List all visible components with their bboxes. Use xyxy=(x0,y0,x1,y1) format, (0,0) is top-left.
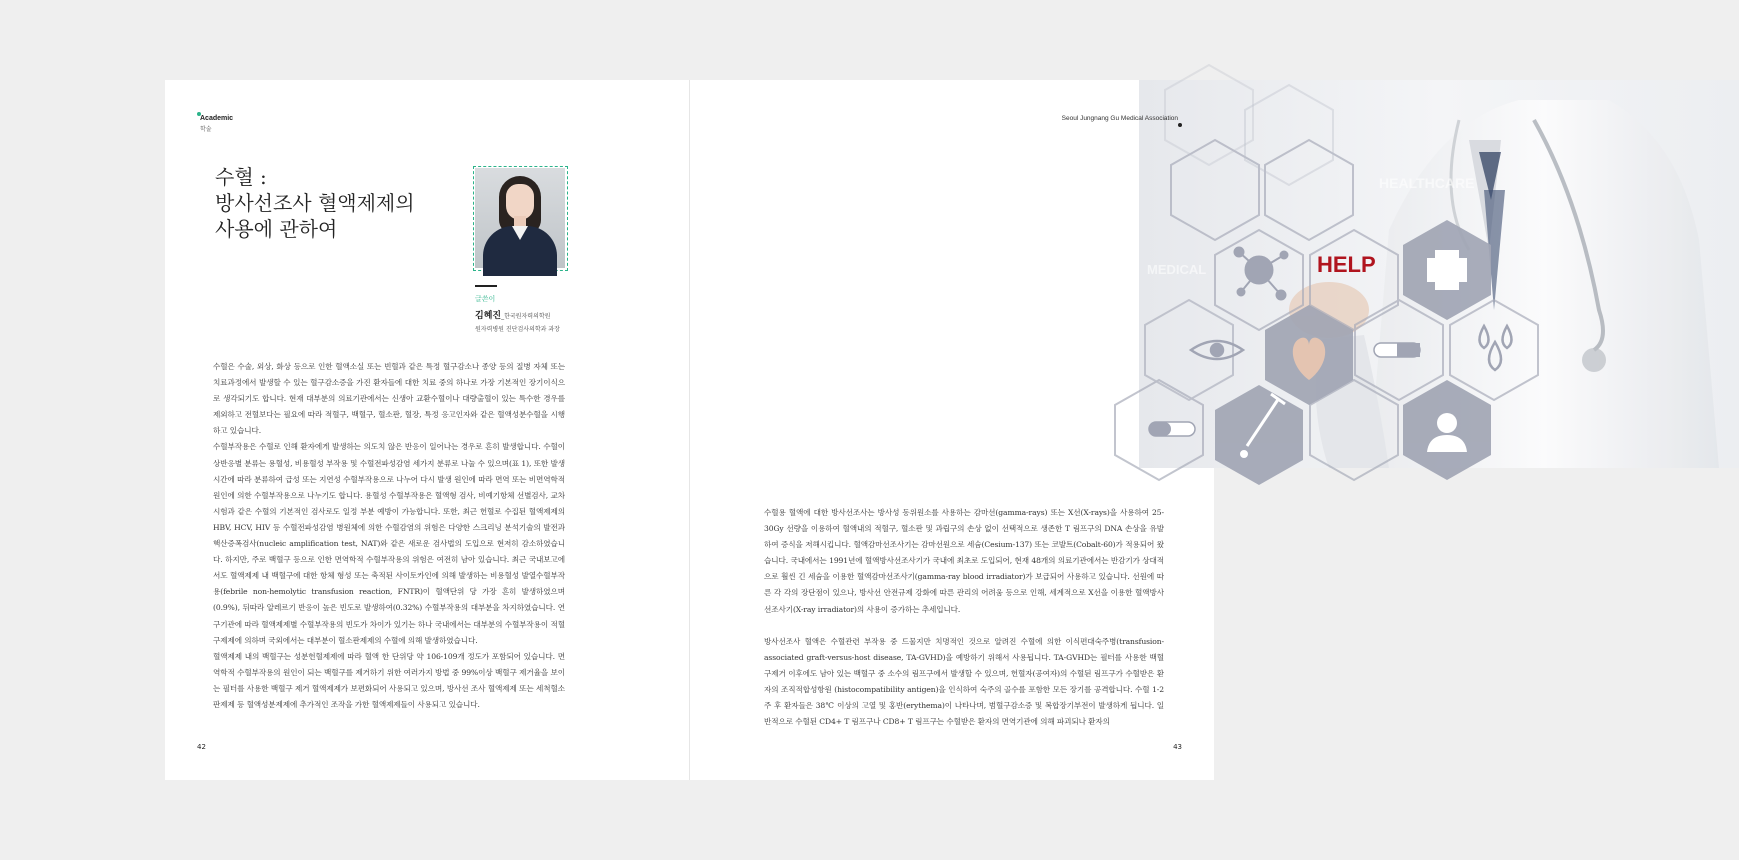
title-line: 수혈 : xyxy=(215,165,267,189)
section-label-korean: 학술 xyxy=(200,126,212,133)
author-name: 김혜진 xyxy=(475,311,502,321)
author-photo xyxy=(475,168,565,268)
title-line: 방사선조사 혈액제제의 xyxy=(215,191,415,215)
help-text: HELP xyxy=(1317,252,1376,277)
author-affiliation: _한국원자력의학원 xyxy=(501,313,551,320)
pill-icon xyxy=(1374,343,1420,357)
body-paragraph: 수혈용 혈액에 대한 방사선조사는 방사성 동위원소를 사용하는 감마선(gamma-rays) 또는 X선(X-rays)을 사용하여 25-30Gy 선량을 이용하여 혈액내의 적혈구, 혈소판 및 과립구의 손상 없이 선택적으로 생존한 T 림프구의 DNA 손상을 유발하여 증식을 저해시킵니다. 혈액감마선조사기는 감마선원으로 세슘(Cesium-137) 또는 코발트(Cobalt-60)가 적용되어 왔습니다. 국내에서는 1991년에 혈액방사선조사기가 국내에 최초로 도입되어, 현재 48개의 의료기관에서는 반감기가 상대적으로 훨씬 긴 세슘을 이용한 혈액감마선조사기(gamma-ray blood irradiator)가 보급되어 사용하고 있습니다. 선원에 따른 각 각의 장단점이 있으나, 방사선 안전규제 강화에 따른 관리의 어려움 등으로 인해, 세계적으로 X선을 이용한 혈액방사선조사기(X-ray irradiator)의 사용이 증가하는 추세입니다. xyxy=(764,508,1164,614)
article-body-left xyxy=(213,359,565,713)
author-label: 글쓴이 xyxy=(475,295,496,303)
article-title xyxy=(215,164,415,242)
left-page xyxy=(165,80,690,780)
title-line: 사용에 관하여 xyxy=(215,217,338,241)
healthcare-text: HEALTHCARE xyxy=(1379,175,1475,191)
page-number-left: 42 xyxy=(197,743,206,751)
body-paragraph: 방사선조사 혈액은 수혈관련 부작용 중 드물지만 치명적인 것으로 알려진 수혈에 의한 이식편대숙주병(transfusion-associated graft-versus-host disease, TA-GVHD)을 예방하기 위해서 사용됩니다. TA-GVHD는 필터를 사용한 백혈구제거 이후에도 남아 있는 백혈구 중 소수의 림프구에서 발생할 수 있으며, 헌혈자(공여자)의 수혈된 림프구가 수혈받은 환자의 조직적합성항원 (histocompatibility antigen)을 인식하여 숙주의 골수를 포함한 모든 장기를 공격합니다. 수혈 1-2주 후 환자들은 38℃ 이상의 고열 및 홍반(erythema)이 나타나며, 범혈구감소증 및 복합장기부전이 발생하게 됩니다. 일반적으로 수혈된 CD4+ T 림프구나 CD8+ T 림프구는 수혈받은 환자의 면역기관에 의해 파괴되나 환자의 xyxy=(764,636,1164,727)
medical-text: MEDICAL xyxy=(1147,262,1207,277)
hero-image xyxy=(1139,80,1739,468)
article-body-right xyxy=(764,505,1164,746)
body-paragraph: 수혈은 수술, 외상, 화상 등으로 인한 혈액소실 또는 빈혈과 같은 특정 혈구감소나 종양 등의 질병 자체 또는 치료과정에서 발생할 수 있는 혈구감소증을 가진 환자들에 대한 치료 중의 하나로 가장 기본적인 장기이식으로 생각되기도 합니다. 현재 대부분의 의료기관에서는 신생아 교환수혈이나 대량출혈이 있는 특수한 경우를 제외하고 전혈보다는 필요에 따라 적혈구, 백혈구, 혈소판, 혈장, 특정 응고인자와 같은 혈액성분수혈을 시행하고 있습니다. xyxy=(213,362,565,436)
page-number-right: 43 xyxy=(1173,743,1182,751)
body-paragraph: 수혈부작용은 수혈로 인해 환자에게 발생하는 의도치 않은 반응이 일어나는 경우로 흔히 발생합니다. 수혈이상반응별 분류는 용혈성, 비용혈성 부작용 및 수혈전파성감염 세가지 분류로 나눌 수 있으며(표 1), 또한 발생시간에 따라 분류하여 급성 또는 지연성 수혈부작용으로 나누어 다시 발생 원인에 따라 면역 또는 비면역학적 원인에 의한 수혈부작용으로 나누기도 합니다. 용혈성 수혈부작용은 혈액형 검사, 비예기항체 선별검사, 교차시험과 같은 수혈의 기본적인 검사로도 일정 부분 예방이 가능합니다. 또한, 최근 헌혈로 수집된 혈액제제의 HBV, HCV, HIV 등 수혈전파성감염 병원체에 의한 수혈감염의 위험은 다양한 스크리닝 분석기술의 발전과 핵산증폭검사(nucleic amplification test, NAT)와 같은 새로운 검사법의 도입으로 현저히 감소하였습니다. 하지만, 주로 백혈구 등으로 인한 면역학적 수혈부작용의 위험은 여전히 남아 있습니다. 최근 국내보고에서도 혈액제제 내 백혈구에 대한 항체 형성 또는 축적된 사이토카인에 의해 발생하는 비용혈성 발열수혈부작용(febrile non-hemolytic transfusion reaction, FNTR)이 혈액단위 당 가장 흔히 발생하였으며(0.9%), 뒤따라 알레르기 반응이 높은 빈도로 발생하여(0.32%) 수혈부작용의 대부분을 차지하였습니다. 연구기관에 따라 혈액제제별 수혈부작용의 빈도가 차이가 있기는 하나 국내에서는 대부분의 수혈부작용이 적혈구제제에 의하며 국외에서는 대부분이 혈소판제제의 수혈에 의해 발생하였습니다. xyxy=(213,442,565,645)
right-page xyxy=(690,80,1475,780)
magazine-spread xyxy=(165,80,1475,780)
section-label: Academic xyxy=(200,115,234,122)
organization-dot xyxy=(1178,123,1182,127)
capsule-icon xyxy=(1149,422,1195,436)
author-divider xyxy=(475,285,497,287)
author-name-line xyxy=(475,308,550,321)
body-paragraph: 혈액제제 내의 백혈구는 성분헌혈제제에 따라 혈액 한 단위당 약 106-109개 정도가 포함되어 있습니다. 면역학적 수혈부작용의 원인이 되는 백혈구를 제거하기 위한 여러가지 방법 중 99%이상 백혈구 제거율을 보이는 필터를 사용한 백혈구 제거 혈액제제가 보편화되어 사용되고 있으며, 방사선 조사 혈액제제 또는 세척혈소판제제 등 혈액성분제제에 추가적인 조작을 가한 혈액제제들이 사용되고 있습니다. xyxy=(213,651,565,709)
author-role: 원자력병원 진단검사의학과 과장 xyxy=(475,326,560,333)
organization-name: Seoul Jungnang Gu Medical Association xyxy=(1061,115,1178,122)
